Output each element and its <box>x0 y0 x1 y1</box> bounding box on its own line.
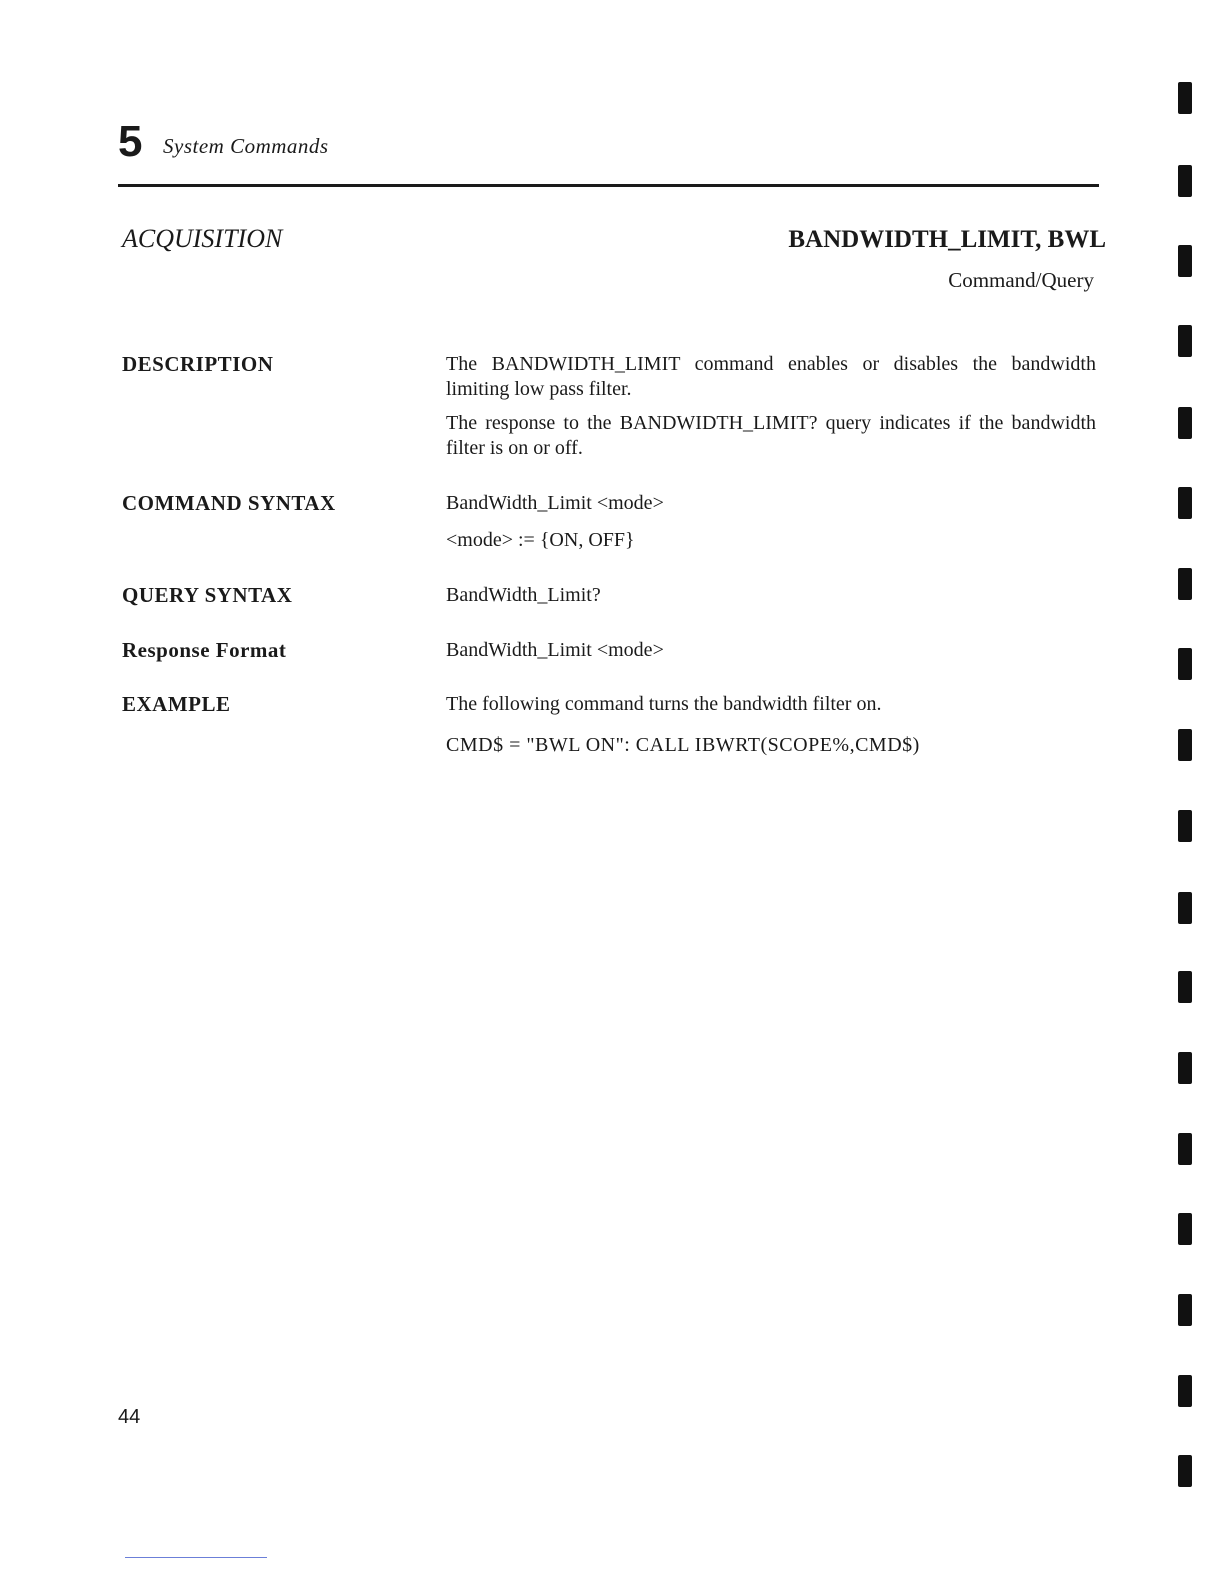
command-syntax-line-2: <mode> := {ON, OFF} <box>446 529 635 551</box>
section-heading: ACQUISITION <box>122 224 283 253</box>
binder-hole-mark <box>1178 810 1192 842</box>
binder-hole-mark <box>1178 165 1192 197</box>
command-title: BANDWIDTH_LIMIT, BWL <box>788 226 1106 253</box>
binder-hole-mark <box>1178 892 1192 924</box>
command-type: Command/Query <box>948 268 1094 292</box>
binder-hole-mark <box>1178 245 1192 277</box>
page-number: 44 <box>118 1406 141 1428</box>
response-format-label: Response Format <box>122 638 287 662</box>
example-line-2: CMD$ = "BWL ON": CALL IBWRT(SCOPE%,CMD$) <box>446 734 920 756</box>
binder-hole-mark <box>1178 1375 1192 1407</box>
description-paragraph-2: The response to the BANDWIDTH_LIMIT? query indicates if the bandwidth filter is on or off. <box>446 412 1096 459</box>
binder-hole-mark <box>1178 1455 1192 1487</box>
bottom-scan-line <box>125 1557 267 1558</box>
binder-hole-mark <box>1178 1213 1192 1245</box>
command-syntax-label: COMMAND SYNTAX <box>122 491 336 515</box>
command-syntax-line-1: BandWidth_Limit <mode> <box>446 492 664 514</box>
binder-hole-mark <box>1178 1133 1192 1165</box>
binder-hole-mark <box>1178 568 1192 600</box>
binder-hole-mark <box>1178 487 1192 519</box>
example-label: EXAMPLE <box>122 692 231 716</box>
binder-hole-mark <box>1178 407 1192 439</box>
query-syntax-line-1: BandWidth_Limit? <box>446 584 601 606</box>
binder-hole-mark <box>1178 1294 1192 1326</box>
binder-hole-mark <box>1178 325 1192 357</box>
binder-hole-mark <box>1178 1052 1192 1084</box>
chapter-title: System Commands <box>163 134 329 158</box>
binder-hole-mark <box>1178 971 1192 1003</box>
query-syntax-label: QUERY SYNTAX <box>122 583 293 607</box>
response-format-line-1: BandWidth_Limit <mode> <box>446 639 664 661</box>
binder-hole-mark <box>1178 729 1192 761</box>
binder-hole-mark <box>1178 648 1192 680</box>
header-rule <box>118 184 1099 187</box>
description-label: DESCRIPTION <box>122 352 274 376</box>
chapter-number: 5 <box>118 117 143 166</box>
description-paragraph-1: The BANDWIDTH_LIMIT command enables or disables the bandwidth limiting low pass filter. <box>446 353 1096 400</box>
binder-hole-mark <box>1178 82 1192 114</box>
example-line-1: The following command turns the bandwidth filter on. <box>446 693 882 715</box>
